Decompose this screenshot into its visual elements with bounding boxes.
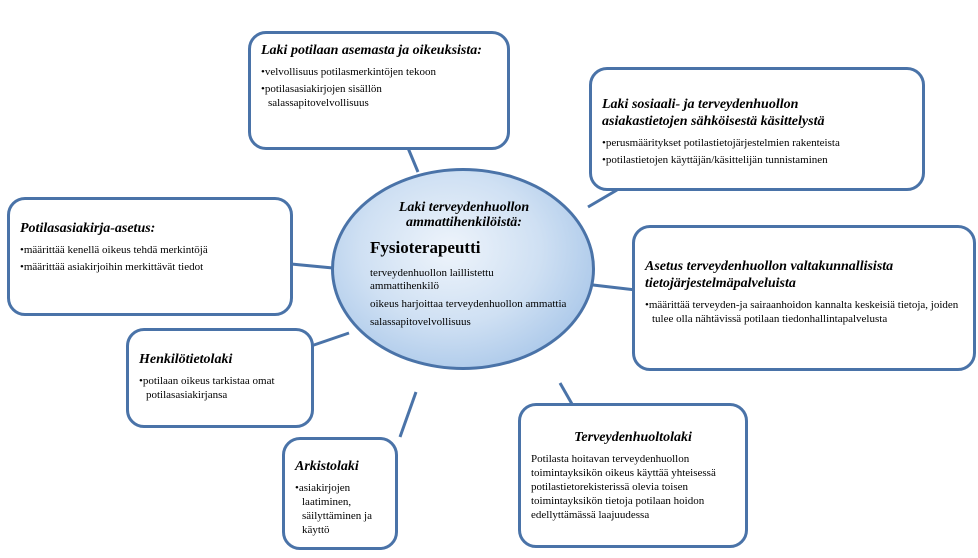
box-terveydenhuolto — [518, 403, 748, 548]
connector-asiakirja-asetus — [291, 264, 333, 268]
list-item: • potilastietojen käyttäjän/käsittelijän tunnistaminen — [602, 153, 912, 167]
center-title: Fysioterapeutti — [370, 238, 481, 257]
box-title: Arkistolaki — [295, 459, 359, 474]
list-item: • potilasasiakirjojen sisällön salassapitovelvollisuus — [261, 82, 458, 110]
box-potilaan-asema — [248, 31, 510, 150]
connector-terveydenhuolto — [560, 383, 572, 404]
connector-sahkoinen — [588, 190, 617, 207]
center-subtitle: Laki terveydenhuollon ammattihenkilöistä: — [398, 200, 530, 230]
center-ellipse — [331, 168, 595, 370]
box-title: Asetus terveydenhuollon valtakunnallisista tietojärjestelmäpalveluista — [645, 259, 894, 291]
list-item: • määrittää terveyden-ja sairaanhoidon kannalta keskeisiä tietoja, joiden tulee olla nähtävissä potilaan tiedonhallintapalvelusta — [645, 298, 970, 326]
center-item: salassapitovelvollisuus — [370, 316, 471, 328]
center-item: terveydenhuollon laillistettu ammattihenkilö — [370, 267, 494, 292]
list-item: • perusmääritykset potilastietojärjestelmien rakenteista — [602, 136, 912, 150]
list-item: • asiakirjojen laatiminen, säilyttäminen ja käyttö — [295, 481, 382, 537]
box-sahkoinen — [589, 67, 925, 191]
list-item: • potilaan oikeus tarkistaa omat potilasasiakirjansa — [139, 374, 301, 402]
box-text: Potilasta hoitavan terveydenhuollon toimintayksikön oikeus käyttää yhteisessä potilastietorekisterissä olevia toisen toimintayksikön tietoja potilaan hoidon edellyttämässä laajuudessa — [531, 453, 716, 521]
connector-valtakunnallinen — [593, 285, 636, 290]
list-item: • määrittää asiakirjoihin merkittävät tiedot — [20, 260, 280, 274]
box-valtakunnallinen — [632, 225, 976, 371]
list-item: • velvollisuus potilasmerkintöjen tekoon — [261, 65, 497, 79]
connector-potilaan-asema — [408, 148, 418, 172]
connector-henkilotieto — [311, 333, 349, 346]
box-title: Laki potilaan asemasta ja oikeuksista: — [261, 43, 482, 58]
box-title: Laki sosiaali- ja terveydenhuollon asiakastietojen sähköisestä käsittelystä — [602, 97, 825, 129]
center-item: oikeus harjoittaa terveydenhuollon ammattia — [370, 298, 567, 310]
box-asiakirja-asetus — [7, 197, 293, 316]
box-title: Terveydenhuoltolaki — [574, 430, 692, 445]
connector-arkisto — [400, 392, 416, 437]
box-title: Potilasasiakirja-asetus: — [20, 221, 156, 236]
list-item: • määrittää kenellä oikeus tehdä merkintöjä — [20, 243, 280, 257]
box-arkisto — [282, 437, 398, 550]
box-henkilotieto — [126, 328, 314, 428]
box-title: Henkilötietolaki — [139, 352, 233, 367]
